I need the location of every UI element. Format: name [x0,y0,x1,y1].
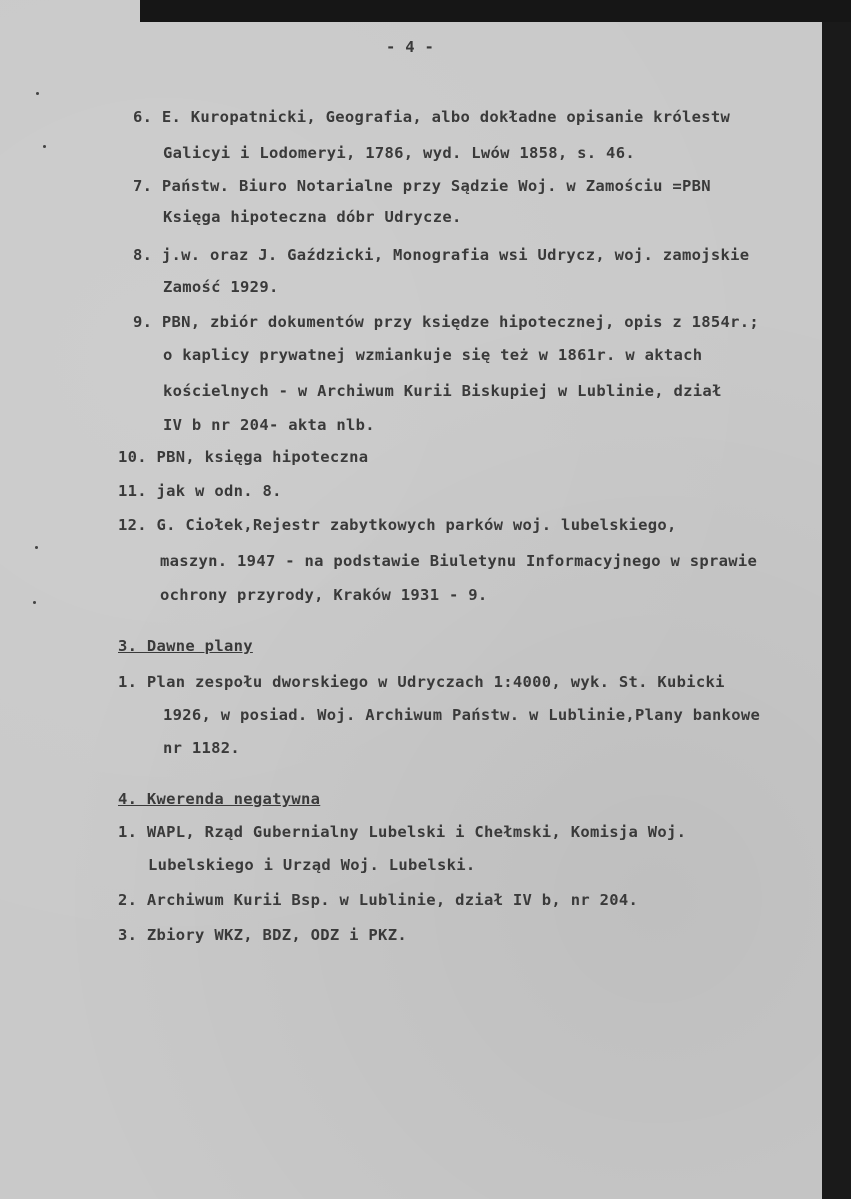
plan-line: 1. Plan zespołu dworskiego w Udryczach 1:4000, wyk. St. Kubicki [118,673,725,691]
footnote-line: IV b nr 204- akta nlb. [163,416,375,434]
footnote-line: 12. G. Ciołek,Rejestr zabytkowych parków woj. lubelskiego, [118,516,677,534]
footnote-line: Księga hipoteczna dóbr Udrycze. [163,208,462,226]
scan-border [140,0,851,22]
section-heading: 4. Kwerenda negatywna [118,790,321,808]
paper-speck [43,145,46,148]
footnote-line: 6. E. Kuropatnicki, Geografia, albo dokładne opisanie królestw [133,108,731,126]
query-line: Lubelskiego i Urząd Woj. Lubelski. [148,856,476,874]
query-line: 1. WAPL, Rząd Gubernialny Lubelski i Chełmski, Komisja Woj. [118,823,687,841]
footnote-line: 9. PBN, zbiór dokumentów przy księdze hipotecznej, opis z 1854r.; [133,313,760,331]
query-line: 3. Zbiory WKZ, BDZ, ODZ i PKZ. [118,926,407,944]
query-line: 2. Archiwum Kurii Bsp. w Lublinie, dział IV b, nr 204. [118,891,639,909]
footnote-line: Zamość 1929. [163,278,279,296]
plan-line: 1926, w posiad. Woj. Archiwum Państw. w Lublinie,Plany bankowe [163,706,761,724]
section-heading: 3. Dawne plany [118,637,253,655]
footnote-line: 11. jak w odn. 8. [118,482,282,500]
footnote-line: 8. j.w. oraz J. Gaździcki, Monografia wsi Udrycz, woj. zamojskie [133,246,750,264]
paper-speck [33,601,36,604]
footnote-line: ochrony przyrody, Kraków 1931 - 9. [160,586,488,604]
footnote-line: Galicyi i Lodomeryi, 1786, wyd. Lwów 1858, s. 46. [163,144,635,162]
page-number: - 4 - [386,38,435,56]
footnote-line: 10. PBN, księga hipoteczna [118,448,369,466]
plan-line: nr 1182. [163,739,241,757]
footnote-line: 7. Państw. Biuro Notarialne przy Sądzie Woj. w Zamościu =PBN [133,177,711,195]
paper-speck [35,546,38,549]
footnote-line: o kaplicy prywatnej wzmiankuje się też w 1861r. w aktach [163,346,703,364]
paper-speck [36,92,39,95]
footnote-line: kościelnych - w Archiwum Kurii Biskupiej w Lublinie, dział [163,382,722,400]
footnote-line: maszyn. 1947 - na podstawie Biuletynu Informacyjnego w sprawie [160,552,758,570]
